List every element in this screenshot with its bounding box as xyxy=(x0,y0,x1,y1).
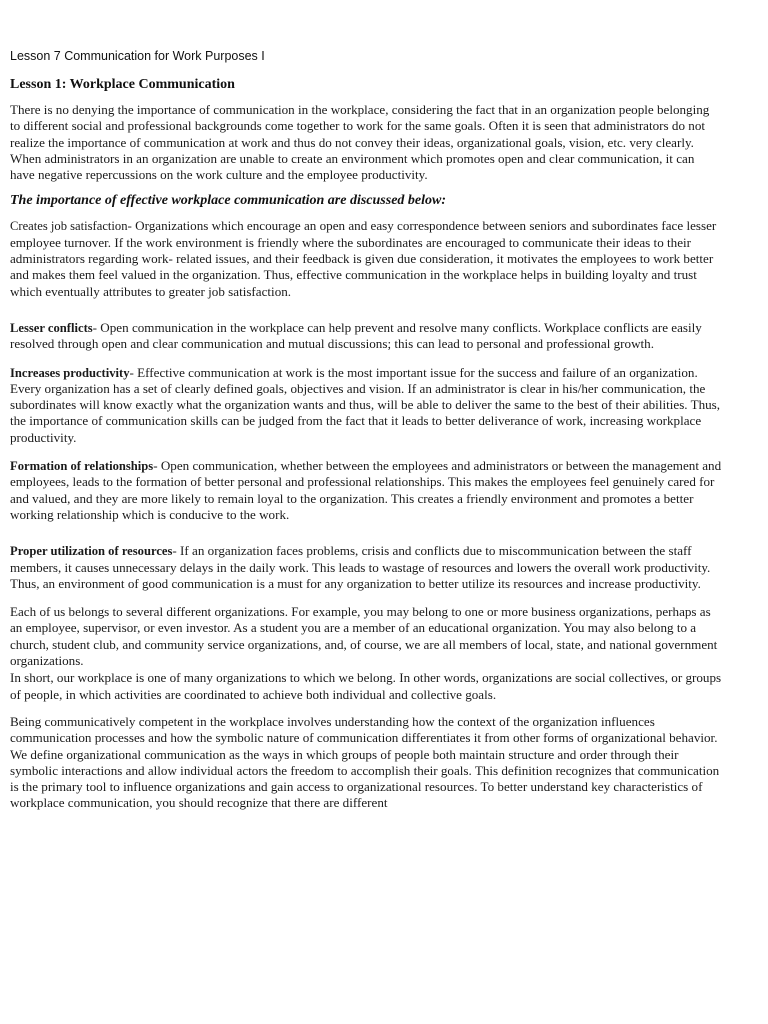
point-formation-of-relationships xyxy=(10,458,722,523)
point-text: - Open communication in the workplace can help prevent and resolve many conflicts. Workplace conflicts are easily resolved through open and clear communication and mutual discussions; this can lead to personal and professional growth. xyxy=(10,319,702,352)
body-paragraph: Being communicatively competent in the workplace involves understanding how the context of the organization influences communication processes and how the symbolic nature of communication differentiates it from other forms of organizational behavior. We define organizational communication as the ways in which groups of people both maintain structure and order through their symbolic interactions and allow individual actors the freedom to accomplish their goals. This definition recognizes that communication is the primary tool to influence organizations and gain access to organizational resources. To better understand key characteristics of workplace communication, you should recognize that there are different xyxy=(10,713,720,811)
body-paragraph: Each of us belongs to several different organizations. For example, you may belong to one or more business organizations, perhaps as an employee, supervisor, or even investor. As a student you are a member of an educational organization. You may also belong to a church, student club, and community service organizations, and, of course, we are all members of local, state, and national government organizations. xyxy=(10,604,718,669)
point-lead: Formation of relationships xyxy=(10,459,154,474)
point-text: - If an organization faces problems, crisis and conflicts due to miscommunication between the staff members, it causes unnecessary delays in the daily work. This leads to wastage of resources and lowers the overall work productivity. Thus, an environment of good communication is a must for any organization to better utilize its resources and increase productivity. xyxy=(10,543,711,591)
point-lesser-conflicts xyxy=(10,320,722,353)
point-text: - Open communication, whether between the employees and administrators or between the management and employees, leads to the formation of better personal and professional relationships. This makes the employees feel genuinely cared for and valued, and they are more likely to remain loyal to the organization. This creates a friendly environment and promotes a better working relationship which is conducive to the work. xyxy=(10,458,722,522)
point-text: - Organizations which encourage an open and easy correspondence between seniors and subordinates face lesser employee turnover. If the work environment is friendly where the subordinates are encouraged to communicate their ideas to their administrators regarding work- related issues, and their feedback is given due consideration, it motivates the employees to work better and makes them feel valued in the organization. Thus, effective communication in the workplace helps in building loyalty and trust which eventually attributes to greater job satisfaction. xyxy=(10,218,717,299)
point-lead: Increases productivity xyxy=(10,365,130,380)
document-header: Lesson 7 Communication for Work Purposes I xyxy=(10,49,265,63)
point-lead: Lesser conflicts xyxy=(10,320,93,335)
point-job-satisfaction xyxy=(10,218,722,299)
point-lead: Creates job satisfaction xyxy=(10,219,128,234)
document-page xyxy=(10,48,722,823)
point-lead: Proper utilization of resources xyxy=(10,544,173,559)
intro-paragraph: There is no denying the importance of communication in the workplace, considering the fact that in an organization people belonging to different social and professional backgrounds come together to work for the same goals. Often it is seen that administrators do not realize the importance of communication at work and thus do not convey their ideas, organizational goals, vision, etc. very clearly. When administrators in an organization are unable to create an environment which promotes open and clear communication, it can have negative repercussions on the work culture and the employee productivity. xyxy=(10,102,710,183)
section-heading: The importance of effective workplace communication are discussed below: xyxy=(10,193,447,209)
point-proper-utilization xyxy=(10,543,722,592)
lesson-title: Lesson 1: Workplace Communication xyxy=(10,77,235,92)
point-text: - Effective communication at work is the most important issue for the success and failure of an organization. Every organization has a set of clearly defined goals, objectives and vision. If an administrator is clear in his/her communication, the subordinates will know exactly what the organization wants and thus, will be able to deliver the same to the best of their abilities. Thus, the importance of communication skills can be judged from the fact that it leads to better deliverance of work, increasing workplace productivity. xyxy=(10,364,721,445)
point-increases-productivity xyxy=(10,365,722,446)
body-paragraph: In short, our workplace is one of many organizations to which we belong. In other words, organizations are social collectives, or groups of people, in which activities are coordinated to achieve both individual and collective goals. xyxy=(10,670,722,702)
